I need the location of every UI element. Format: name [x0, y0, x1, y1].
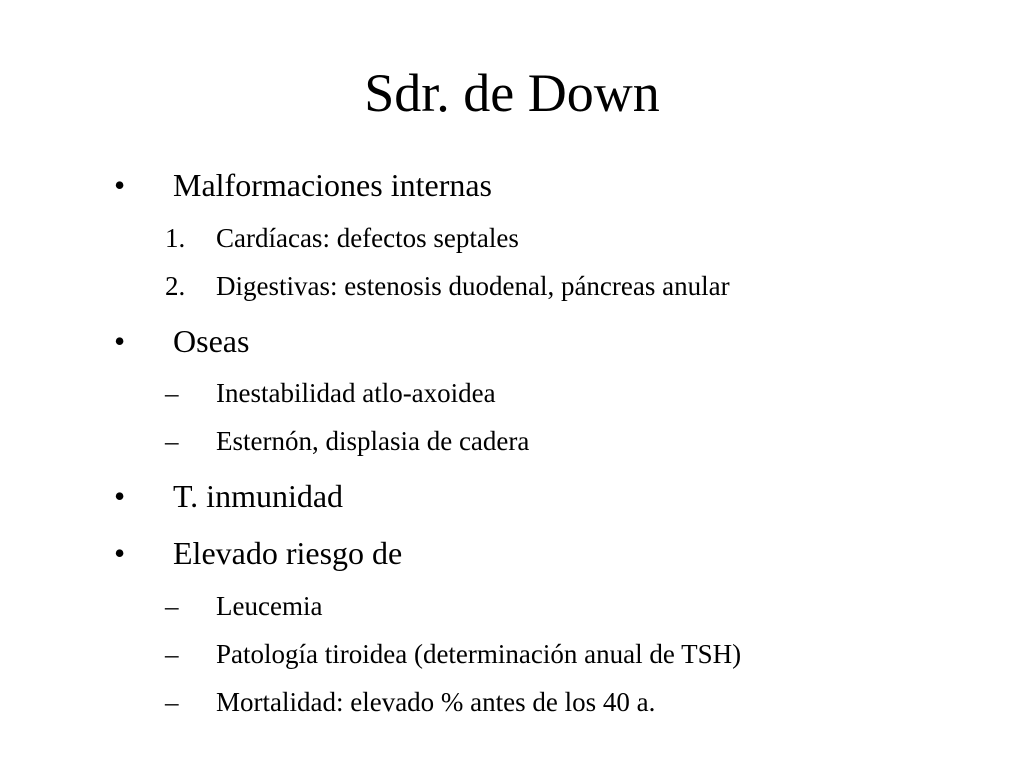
bullet-text: T. inmunidad: [173, 478, 344, 514]
bullet-item-level1: [114, 476, 914, 516]
dash-text: Mortalidad: elevado % antes de los 40 a.: [216, 687, 656, 717]
dash-marker: –: [165, 426, 179, 456]
dash-marker: –: [165, 639, 179, 669]
dash-text: Esternón, displasia de cadera: [216, 426, 530, 456]
numbered-text: Cardíacas: defectos septales: [216, 223, 519, 253]
dash-text: Inestabilidad atlo-axoidea: [216, 378, 496, 408]
dash-text: Patología tiroidea (determinación anual de TSH): [216, 639, 742, 669]
dash-item: [165, 376, 945, 410]
dash-marker: –: [165, 591, 179, 621]
bullet-text: Elevado riesgo de: [173, 535, 403, 571]
dash-item: [165, 424, 945, 458]
dash-marker: –: [165, 687, 179, 717]
numbered-item: [165, 269, 945, 303]
slide-title: Sdr. de Down: [364, 63, 660, 123]
number-marker: 1.: [165, 223, 186, 253]
bullet-text: Malformaciones internas: [173, 167, 492, 203]
bullet-item-level1: [114, 165, 914, 205]
bullet-marker: •: [114, 478, 126, 514]
bullet-item-level1: [114, 533, 914, 573]
dash-text: Leucemia: [216, 591, 323, 621]
dash-item: [165, 637, 945, 671]
numbered-text: Digestivas: estenosis duodenal, páncreas anular: [216, 271, 730, 301]
dash-marker: –: [165, 378, 179, 408]
dash-item: [165, 685, 945, 719]
bullet-marker: •: [114, 323, 126, 359]
bullet-text: Oseas: [173, 323, 250, 359]
numbered-item: [165, 221, 945, 255]
bullet-marker: •: [114, 167, 126, 203]
dash-item: [165, 589, 945, 623]
bullet-item-level1: [114, 321, 914, 361]
bullet-marker: •: [114, 535, 126, 571]
number-marker: 2.: [165, 271, 186, 301]
